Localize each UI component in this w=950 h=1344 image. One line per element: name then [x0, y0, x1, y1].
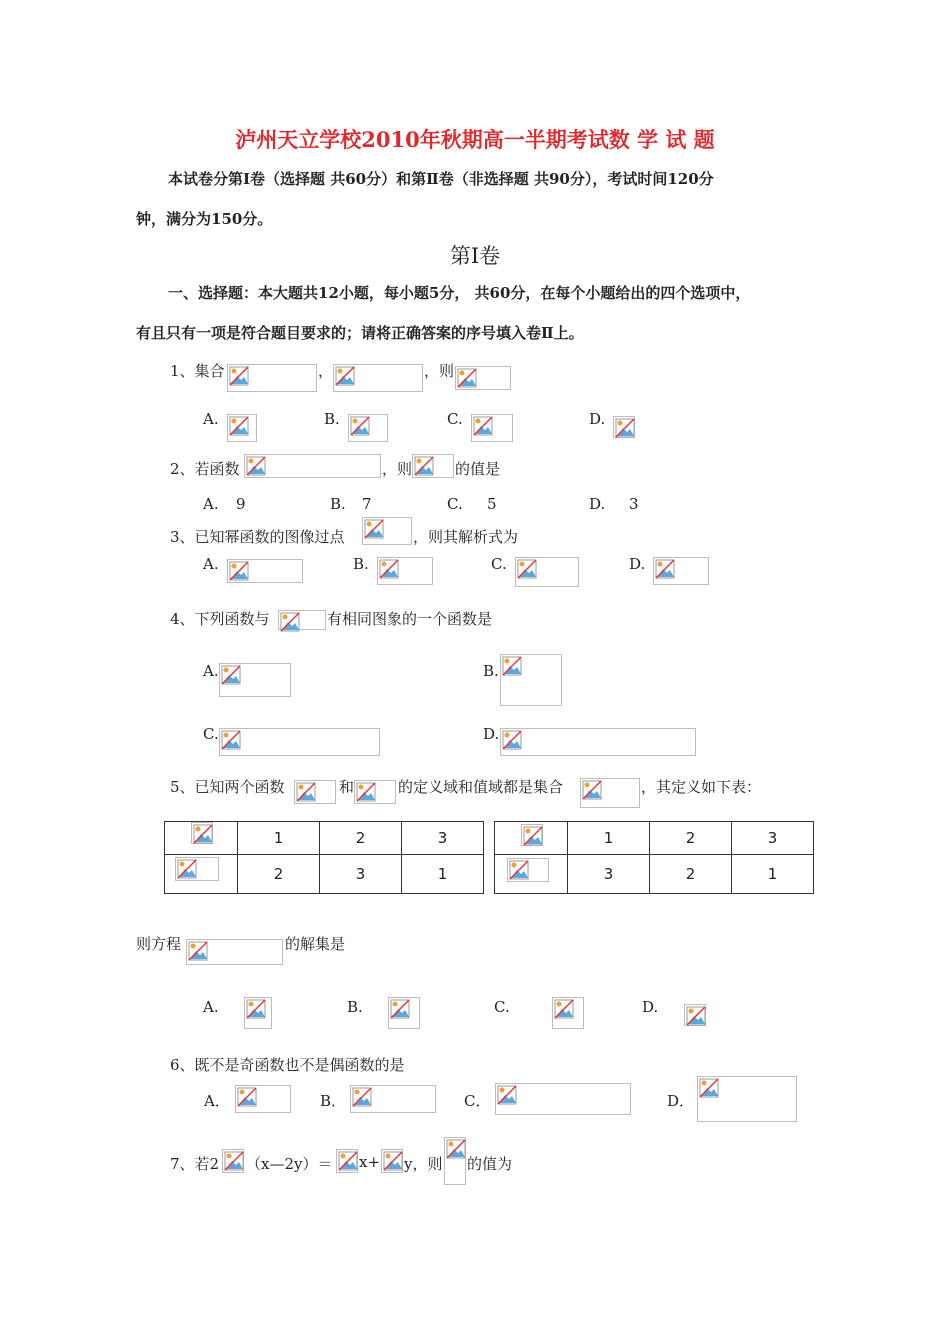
broken-image-icon — [188, 941, 208, 961]
q2-option-b-value: 7 — [362, 495, 372, 513]
q4-prefix: 4、下列函数与 — [170, 610, 270, 628]
broken-image-icon — [655, 559, 675, 579]
q1-option-a-image — [227, 414, 257, 442]
q1-prefix: 1、集合 — [170, 362, 225, 380]
table-g-cell: 1 — [568, 822, 650, 855]
table-f-cell: 2 — [320, 822, 402, 855]
broken-image-icon — [582, 780, 602, 800]
broken-image-icon — [177, 859, 197, 879]
q2-option-b-label: B. — [330, 495, 346, 513]
q2-option-d-label: D. — [589, 495, 606, 513]
q4-suffix: 有相同图象的一个函数是 — [327, 610, 493, 628]
q7-x-coefficient-image — [336, 1149, 358, 1173]
broken-image-icon — [457, 368, 477, 388]
q4-option-b-label: B. — [483, 662, 499, 680]
broken-image-icon — [517, 559, 537, 579]
q5-option-c-image — [552, 997, 584, 1029]
broken-image-icon — [296, 782, 316, 802]
q6-option-b-label: B． — [320, 1092, 347, 1110]
broken-image-icon — [246, 999, 266, 1019]
q5-option-a-label: A. — [203, 998, 219, 1016]
q7-plus: x+ — [359, 1153, 381, 1171]
q4-option-d-label: D. — [483, 725, 500, 743]
q3-option-d-image — [653, 557, 709, 585]
broken-image-icon — [497, 1085, 517, 1105]
q6-option-c-label: C． — [464, 1092, 491, 1110]
broken-image-icon — [221, 665, 241, 685]
table-g-cell: 1 — [732, 855, 814, 894]
q2-option-c-label: C. — [447, 495, 463, 513]
q1-option-d-image — [613, 416, 635, 438]
table-f-cell: 1 — [402, 855, 484, 894]
q3-prefix: 3、已知幂函数的图像过点 — [170, 528, 345, 546]
q2-option-c-value: 5 — [487, 495, 497, 513]
q6-text: 6、既不是奇函数也不是偶函数的是 — [170, 1056, 405, 1074]
q1-option-b-label: B. — [324, 410, 340, 428]
q3-option-c-image — [515, 557, 579, 587]
table-f-cell: 3 — [402, 822, 484, 855]
broken-image-icon — [221, 730, 241, 750]
broken-image-icon — [379, 559, 399, 579]
q5-equation-image — [186, 939, 283, 965]
broken-image-icon — [699, 1078, 719, 1098]
q5-option-b-label: B. — [347, 998, 363, 1016]
broken-image-icon — [390, 999, 410, 1019]
q3-point-image — [362, 517, 412, 545]
table-g-header-gx — [495, 855, 568, 894]
broken-image-icon — [280, 612, 300, 632]
q3-option-b-image — [377, 557, 433, 585]
q7-y-then: y，则 — [404, 1155, 443, 1173]
table-g-cell: 3 — [732, 822, 814, 855]
broken-image-icon — [229, 561, 249, 581]
table-f-header-fx — [165, 855, 238, 894]
q6-option-d-image — [697, 1076, 797, 1122]
q2-function-image — [244, 454, 381, 478]
q4-option-c-image — [219, 728, 380, 756]
broken-image-icon — [364, 519, 384, 539]
q6-option-d-label: D． — [667, 1092, 695, 1110]
table-g-cell: 2 — [650, 822, 732, 855]
q1-option-a-label: A. — [203, 410, 219, 428]
q3-option-b-label: B. — [353, 555, 369, 573]
broken-image-icon — [246, 456, 266, 476]
q3-option-a-label: A. — [203, 555, 219, 573]
broken-image-icon — [523, 826, 543, 846]
q4-option-c-label: C. — [203, 725, 219, 743]
q5-mid: 的定义域和值域都是集合 — [398, 778, 564, 796]
q1-option-d-label: D. — [589, 410, 606, 428]
intro-line-1: 本试卷分第Ⅰ卷（选择题 共60分）和第Ⅱ卷（非选择题 共90分），考试时间120分 — [168, 170, 714, 188]
q1-comma: ， — [318, 362, 334, 380]
q7-paren: （x—2y）＝ — [246, 1155, 333, 1173]
broken-image-icon — [350, 416, 370, 436]
q5-equation-prefix: 则方程 — [136, 935, 182, 953]
q4-option-b-image — [500, 654, 562, 706]
q7-suffix: 的值为 — [467, 1155, 513, 1173]
q5-option-a-image — [244, 997, 272, 1029]
table-f-cell: 2 — [238, 855, 320, 894]
broken-image-icon — [224, 1151, 244, 1171]
broken-image-icon — [502, 730, 522, 750]
table-f-cell: 1 — [238, 822, 320, 855]
q1-option-c-label: C. — [447, 410, 463, 428]
table-g-cell: 2 — [650, 855, 732, 894]
q5-option-c-label: C. — [494, 998, 510, 1016]
section-title: 第Ⅰ卷 — [449, 244, 501, 268]
table-g-cell: 3 — [568, 855, 650, 894]
table-g-header-x — [495, 822, 568, 855]
q5-option-d-label: D. — [642, 998, 659, 1016]
table-f-cell: 3 — [320, 855, 402, 894]
broken-image-icon — [338, 1151, 358, 1171]
q2-expression-image — [412, 454, 454, 478]
q7-prefix: 7、若2 — [170, 1155, 220, 1173]
instructions-line-2: 有且只有一项是符合题目要求的；请将正确答案的序号填入卷Ⅱ上。 — [136, 324, 584, 342]
broken-image-icon — [352, 1087, 372, 1107]
q5-and: 和 — [339, 778, 355, 796]
q5-option-d-image — [684, 1004, 706, 1026]
q4-function-image — [278, 610, 326, 630]
q1-option-c-image — [471, 414, 513, 442]
broken-image-icon — [473, 416, 493, 436]
broken-image-icon — [554, 999, 574, 1019]
q4-option-a-label: A. — [203, 662, 219, 680]
q3-option-a-image — [227, 559, 303, 583]
q3-option-d-label: D. — [629, 555, 646, 573]
q1-set-a-image — [227, 364, 317, 392]
function-g-table — [494, 821, 814, 894]
q2-suffix: 的值是 — [455, 460, 501, 478]
table-f-header-x — [165, 822, 238, 855]
broken-image-icon — [229, 416, 249, 436]
q4-option-d-image — [500, 728, 696, 756]
x-label-image — [521, 824, 543, 846]
broken-image-icon — [509, 860, 529, 880]
q6-option-c-image — [495, 1083, 631, 1115]
instructions-line-1: 一、选择题：本大题共12小题，每小题5分， 共60分，在每个小题给出的四个选项中， — [168, 284, 751, 302]
q6-option-a-image — [235, 1085, 291, 1113]
broken-image-icon — [686, 1006, 706, 1026]
q5-set-image — [580, 778, 640, 808]
broken-image-icon — [356, 782, 376, 802]
broken-image-icon — [615, 418, 635, 438]
q5-option-b-image — [388, 997, 420, 1029]
broken-image-icon — [237, 1087, 257, 1107]
gx-label-image — [507, 858, 549, 882]
q5-function-f-image — [294, 780, 336, 804]
q6-option-a-label: A． — [204, 1092, 230, 1110]
q5-prefix: 5、已知两个函数 — [170, 778, 285, 796]
q5-function-g-image — [354, 780, 396, 804]
q2-then: ，则 — [382, 460, 413, 478]
q2-prefix: 2、若函数 — [170, 460, 240, 478]
exam-title: 泸州天立学校2010年秋期高一半期考试数 学 试 题 — [235, 127, 715, 152]
q5-suffix: ，其定义如下表： — [641, 778, 762, 796]
q6-option-b-image — [350, 1085, 436, 1113]
broken-image-icon — [383, 1151, 403, 1171]
q7-coefficient-image — [222, 1149, 244, 1173]
q7-y-coefficient-image — [381, 1149, 403, 1173]
q2-option-a-value: 9 — [236, 495, 246, 513]
q2-option-a-label: A. — [203, 495, 219, 513]
q3-option-c-label: C. — [491, 555, 507, 573]
q7-expression-image — [444, 1137, 466, 1185]
q1-option-b-image — [348, 414, 388, 442]
q2-option-d-value: 3 — [629, 495, 639, 513]
q1-set-b-image — [333, 364, 423, 392]
function-f-table — [164, 821, 484, 894]
intro-line-2: 钟，满分为150分。 — [136, 210, 273, 228]
broken-image-icon — [193, 824, 213, 844]
broken-image-icon — [335, 366, 355, 386]
q4-option-a-image — [219, 663, 291, 697]
q3-suffix: ，则其解析式为 — [413, 528, 519, 546]
broken-image-icon — [414, 456, 434, 476]
x-label-image — [191, 822, 213, 844]
q1-expression-image — [455, 366, 511, 390]
q5-equation-suffix: 的解集是 — [285, 935, 346, 953]
broken-image-icon — [446, 1139, 466, 1159]
fx-label-image — [175, 857, 219, 881]
broken-image-icon — [502, 656, 522, 676]
broken-image-icon — [229, 366, 249, 386]
q1-then: ，则 — [424, 362, 455, 380]
